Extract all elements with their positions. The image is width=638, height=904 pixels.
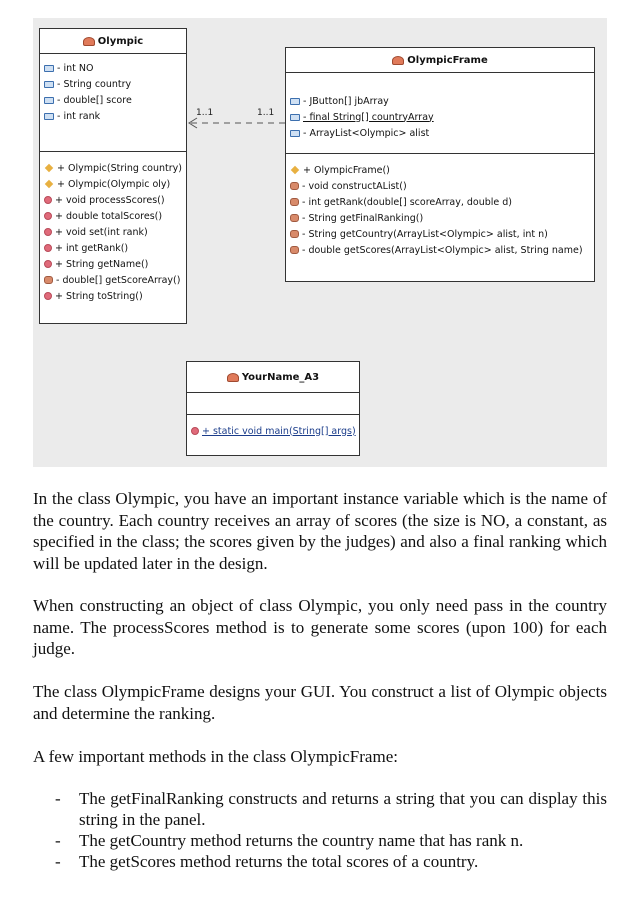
public-method-icon: [44, 244, 52, 252]
yourname-methods: [187, 415, 359, 439]
field-icon: [44, 113, 54, 120]
olympic-method-7: - double[] getScoreArray(): [44, 272, 186, 288]
bullet-marker: -: [55, 831, 61, 850]
frame-method-4: - String getCountry(ArrayList<Olympic> alist, int n): [290, 226, 594, 242]
class-yourname-title: YourName_A3: [187, 362, 359, 393]
uml-diagram: [33, 18, 607, 467]
yourname-method-0: + static void main(String[] args): [191, 423, 359, 439]
frame-attr-0: - JButton[] jbArray: [290, 93, 594, 109]
private-method-icon: [290, 198, 299, 206]
field-icon: [44, 65, 54, 72]
private-method-icon: [290, 230, 299, 238]
paragraph-constructing: When constructing an object of class Olympic, you only need pass in the country name. The processScores method is to generate some scores (upon 100) for each judge.: [33, 596, 607, 658]
list-item: - The getFinalRanking constructs and returns a string that you can display this string in the panel.: [55, 789, 607, 829]
field-icon: [44, 97, 54, 104]
class-olympic: [39, 28, 187, 324]
public-method-icon: [44, 196, 52, 204]
olympic-attr-2: - double[] score: [44, 92, 186, 108]
olympic-method-6: + String getName(): [44, 256, 186, 272]
olympic-method-8: + String toString(): [44, 288, 186, 304]
frame-attr-1: - final String[] countryArray: [290, 109, 594, 125]
olympic-method-3: + double totalScores(): [44, 208, 186, 224]
multiplicity-left: 1..1: [196, 108, 214, 118]
public-method-icon: [191, 427, 199, 435]
olympicframe-methods: [286, 154, 594, 258]
olympic-attr-3: - int rank: [44, 108, 186, 124]
bullet-marker: -: [55, 852, 61, 871]
yourname-attributes: [187, 393, 359, 415]
class-olympicframe-title: OlympicFrame: [286, 48, 594, 73]
olympic-attributes: [40, 54, 186, 152]
class-olympic-title: Olympic: [40, 29, 186, 54]
olympic-attr-0: - int NO: [44, 60, 186, 76]
frame-method-2: - int getRank(double[] scoreArray, double d): [290, 194, 594, 210]
paragraph-frame: The class OlympicFrame designs your GUI. You construct a list of Olympic objects and determine the ranking.: [33, 682, 607, 723]
olympic-method-1: + Olympic(Olympic oly): [44, 176, 186, 192]
methods-bullet-list: [55, 788, 607, 872]
multiplicity-right: 1..1: [257, 108, 275, 118]
private-method-icon: [290, 214, 299, 222]
class-icon: [227, 373, 239, 382]
paragraph-methods-intro: A few important methods in the class OlympicFrame:: [33, 747, 398, 766]
frame-method-5: - double getScores(ArrayList<Olympic> alist, String name): [290, 242, 594, 258]
private-method-icon: [44, 276, 53, 284]
list-item: - The getCountry method returns the country name that has rank n.: [55, 831, 524, 850]
paragraph-olympic: In the class Olympic, you have an important instance variable which is the name of the country. Each country receives an array of scores (the size is NO, a constant, as specified in the class; the scores given by the judges) and also a final ranking which will be updated later in the design.: [33, 489, 607, 573]
constructor-icon: [45, 164, 53, 172]
olympic-attr-1: - String country: [44, 76, 186, 92]
list-item: - The getScores method returns the total scores of a country.: [55, 852, 479, 871]
class-olympicframe: [285, 47, 595, 282]
bullet-marker: -: [55, 789, 61, 808]
olympic-method-2: + void processScores(): [44, 192, 186, 208]
field-icon: [290, 98, 300, 105]
field-icon: [44, 81, 54, 88]
olympic-method-0: + Olympic(String country): [44, 160, 186, 176]
public-method-icon: [44, 260, 52, 268]
public-method-icon: [44, 292, 52, 300]
frame-method-0: + OlympicFrame(): [290, 162, 594, 178]
class-yourname-a3: [186, 361, 360, 456]
class-icon: [83, 37, 95, 46]
public-method-icon: [44, 212, 52, 220]
frame-attr-2: - ArrayList<Olympic> alist: [290, 125, 594, 141]
private-method-icon: [290, 246, 299, 254]
private-method-icon: [290, 182, 299, 190]
olympic-method-5: + int getRank(): [44, 240, 186, 256]
frame-method-1: - void constructAList(): [290, 178, 594, 194]
class-icon: [392, 56, 404, 65]
olympicframe-attributes: [286, 73, 594, 154]
olympic-methods: [40, 152, 186, 304]
olympic-method-4: + void set(int rank): [44, 224, 186, 240]
frame-method-3: - String getFinalRanking(): [290, 210, 594, 226]
public-method-icon: [44, 228, 52, 236]
constructor-icon: [291, 166, 299, 174]
constructor-icon: [45, 180, 53, 188]
